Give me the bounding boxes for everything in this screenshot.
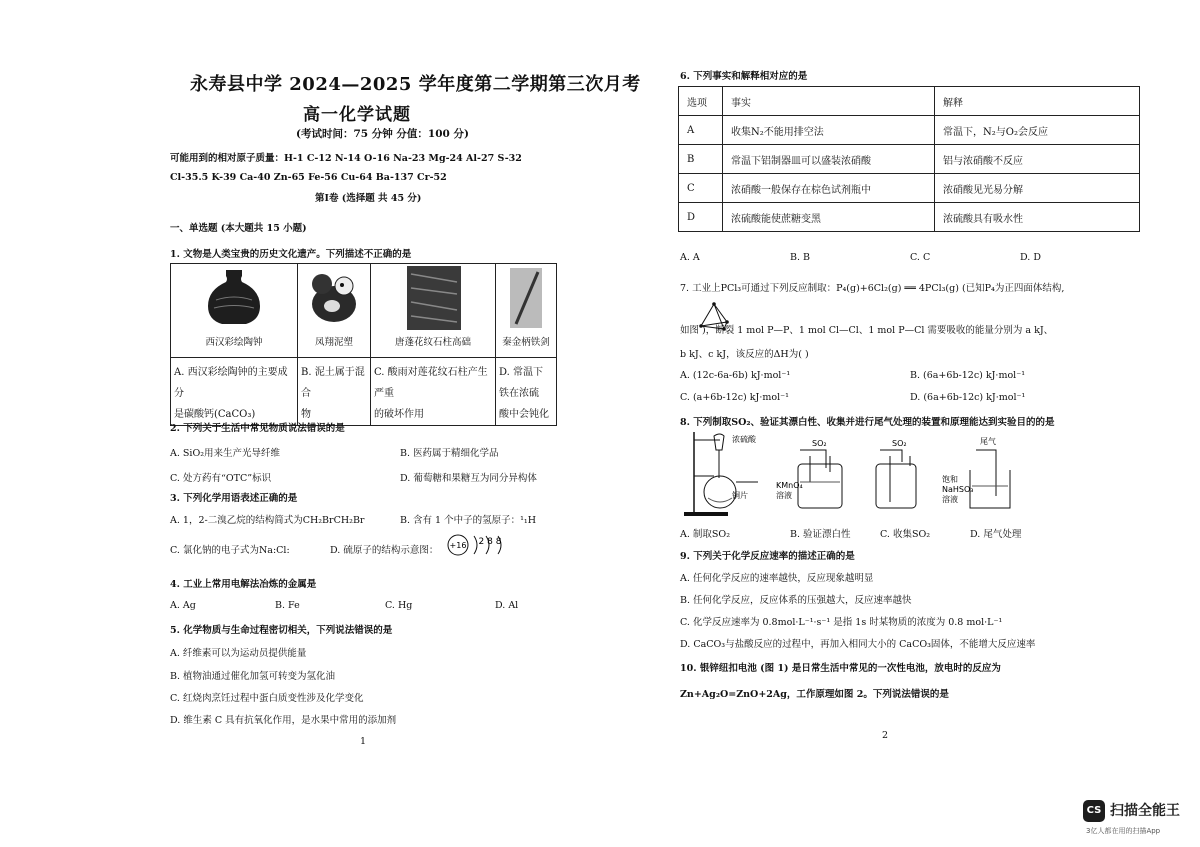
label-tail-gas: 尾气 [980,437,996,446]
q8-option-b: B. 验证漂白性 [790,529,851,540]
table-row: D 浓硫酸能使蔗糖变黑 浓硫酸具有吸水性 [679,203,1140,232]
q3-stem: 3. 下列化学用语表述正确的是 [170,493,298,504]
q1-artifact-table [170,263,557,426]
table-row: A 收集N₂不能用排空法 常温下，N₂与O₂会反应 [679,116,1140,145]
q6-option-d: D. D [1020,252,1041,263]
q6-option-a: A. A [680,252,700,263]
q1-label-d: 秦金柄铁剑 [502,337,550,348]
label-so2-a: SO₂ [812,439,827,448]
label-saturated: 饱和 [942,475,958,484]
q2-option-b: B. 医药属于精细化学品 [400,448,499,459]
q1-cell-b-image [298,264,371,358]
q2-option-d: D. 葡萄糖和果糖互为同分异构体 [400,473,537,484]
camscanner-logo-icon: CS [1083,800,1105,822]
q5-option-a: A. 纤维素可以为运动员提供能量 [170,648,307,659]
q6-option-c: C. C [910,252,931,263]
q4-option-d: D. Al [495,600,519,611]
q1-cell-a-image [171,264,298,358]
q6-header-explanation: 解释 [935,87,1140,116]
label-copper: 铜片 [732,491,748,500]
atom-nucleus: +16 [449,541,467,550]
q9-option-a: A. 任何化学反应的速率越快，反应现象越明显 [680,573,874,584]
q7-option-a: A. (12c-6a-6b) kJ·mol⁻¹ [680,370,791,381]
q7-stem-line3: b kJ、c kJ，该反应的ΔH为( ) [680,349,809,360]
q10-equation: Zn+Ag₂O=ZnO+2Ag，工作原理如图 2。下列说法错误的是 [680,689,949,700]
q3-option-c: C. 氯化钠的电子式为Na:Cl: [170,545,290,556]
q2-option-a: A. SiO₂用来生产光导纤维 [170,448,281,459]
q4-option-a: A. Ag [170,600,196,611]
q9-option-c: C. 化学反应速率为 0.8mol·L⁻¹·s⁻¹ 是指 1s 时某物质的浓度为 0.8 mol·L⁻¹ [680,617,1003,628]
q1-label-b: 凤翔泥塑 [314,337,353,348]
q8-stem: 8. 下列制取SO₂、验证其漂白性、收集并进行尾气处理的装置和原理能达到实验目的的是 [680,417,1055,428]
q5-stem: 5. 化学物质与生命过程密切相关，下列说法错误的是 [170,625,393,636]
exam-info: (考试时间：75 分钟 分值：100 分) [296,128,469,140]
q8-apparatus-figure [680,430,1140,520]
q7-stem-line1: 7. 工业上PCl₃可通过下列反应制取：P₄(g)+6Cl₂(g) ══ 4PCl₃(g) (已知P₄为正四面体结构, [680,283,1065,294]
q9-option-b: B. 任何化学反应，反应体系的压强越大，反应速率越快 [680,595,912,606]
exam-title: 永寿县中学 2024—2025 学年度第二学期第三次月考 [190,74,641,95]
q5-option-c: C. 红烧肉烹饪过程中蛋白质变性涉及化学变化 [170,693,364,704]
q2-stem: 2. 下列关于生活中常见物质说法错误的是 [170,423,345,434]
volume-heading: 第Ⅰ卷 (选择题 共 45 分) [315,193,422,204]
label-nahso3: NaHSO₃ [942,485,974,494]
page-right [600,0,1200,847]
q1-option-d: D. 常温下铁在浓硫 酸中会钝化 [496,358,557,426]
atomic-mass-line1: 可能用到的相对原子质量：H-1 C-12 N-14 O-16 Na-23 Mg-24 Al-27 S-32 [170,153,522,164]
label-so2-b: SO₂ [892,439,907,448]
camscanner-name: 扫描全能王 [1110,803,1180,819]
label-solution-a: 溶液 [776,491,792,500]
exam-subtitle: 高一化学试题 [303,105,411,125]
q4-option-b: B. Fe [275,600,300,611]
q4-option-c: C. Hg [385,600,413,611]
q8-option-a: A. 制取SO₂ [680,529,731,540]
q1-cell-c-image [371,264,496,358]
q9-option-d: D. CaCO₃与盐酸反应的过程中，再加入相同大小的 CaCO₃固体，不能增大反应速率 [680,639,1036,650]
pottery-bell-image [171,264,297,332]
table-row: B 常温下铝制器皿可以盛装浓硝酸 铝与浓硝酸不反应 [679,145,1140,174]
clay-sculpture-image [298,264,370,332]
q6-option-b: B. B [790,252,811,263]
q6-stem: 6. 下列事实和解释相对应的是 [680,71,808,82]
section-heading: 一、单选题 (本大题共 15 小题) [170,223,307,234]
label-concentrated-sulfuric-acid: 浓硫酸 [732,435,756,444]
q2-option-c: C. 处方药有“OTC”标识 [170,473,272,484]
iron-sword-image [496,264,556,332]
q1-label-c: 唐蓬花纹石柱高础 [394,337,471,348]
q7-stem-line2: 如图 )，断裂 1 mol P—P、1 mol Cl—Cl、1 mol P—Cl 需要吸收的能量分别为 a kJ、 [680,325,1054,336]
q1-option-c: C. 酸雨对莲花纹石柱产生严重 的破坏作用 [371,358,496,426]
q7-option-c: C. (a+6b-12c) kJ·mol⁻¹ [680,392,789,403]
q6-header-fact: 事实 [723,87,935,116]
q9-stem: 9. 下列关于化学反应速率的描述正确的是 [680,551,855,562]
label-solution-b: 溶液 [942,495,958,504]
q5-option-b: B. 植物油通过催化加氢可转变为氢化油 [170,671,336,682]
q1-stem: 1. 文物是人类宝贵的历史文化遗产。下列描述不正确的是 [170,249,412,260]
q4-stem: 4. 工业上常用电解法冶炼的金属是 [170,579,317,590]
q7-option-b: B. (6a+6b-12c) kJ·mol⁻¹ [910,370,1026,381]
sulfur-atom-diagram [446,532,526,562]
q5-option-d: D. 维生素 C 具有抗氧化作用，是水果中常用的添加剂 [170,715,397,726]
page-number-left: 1 [360,736,367,747]
q1-option-b: B. 泥土属于混合 物 [298,358,371,426]
q8-option-d: D. 尾气处理 [970,529,1022,540]
atomic-mass-line2: Cl-35.5 K-39 Ca-40 Zn-65 Fe-56 Cu-64 Ba-137 Cr-52 [170,172,447,183]
atom-shells: 2 8 8 [478,537,502,547]
camscanner-tagline: 3亿人都在用的扫描App [1086,827,1161,835]
stone-pillar-image [371,264,495,332]
label-kmno4: KMnO₄ [776,481,803,490]
q1-option-a: A. 西汉彩绘陶钟的主要成分 是碳酸钙(CaCO₃) [171,358,298,426]
q8-option-c: C. 收集SO₂ [880,529,931,540]
q6-table [678,86,1140,232]
table-row: C 浓硝酸一般保存在棕色试剂瓶中 浓硝酸见光易分解 [679,174,1140,203]
q10-stem: 10. 银锌纽扣电池 (图 1) 是日常生活中常见的一次性电池，放电时的反应为 [680,663,1001,674]
q3-option-a: A. 1，2-二溴乙烷的结构简式为CH₂BrCH₂Br [170,515,365,526]
page-number-right: 2 [882,730,889,741]
q3-option-b: B. 含有 1 个中子的氢原子：¹₁H [400,515,537,526]
q1-label-a: 西汉彩绘陶钟 [205,337,263,348]
q1-cell-d-image [496,264,557,358]
q3-option-d: D. 硫原子的结构示意图： [330,545,439,556]
q6-header-option: 选项 [679,87,723,116]
q7-option-d: D. (6a+6b-12c) kJ·mol⁻¹ [910,392,1026,403]
